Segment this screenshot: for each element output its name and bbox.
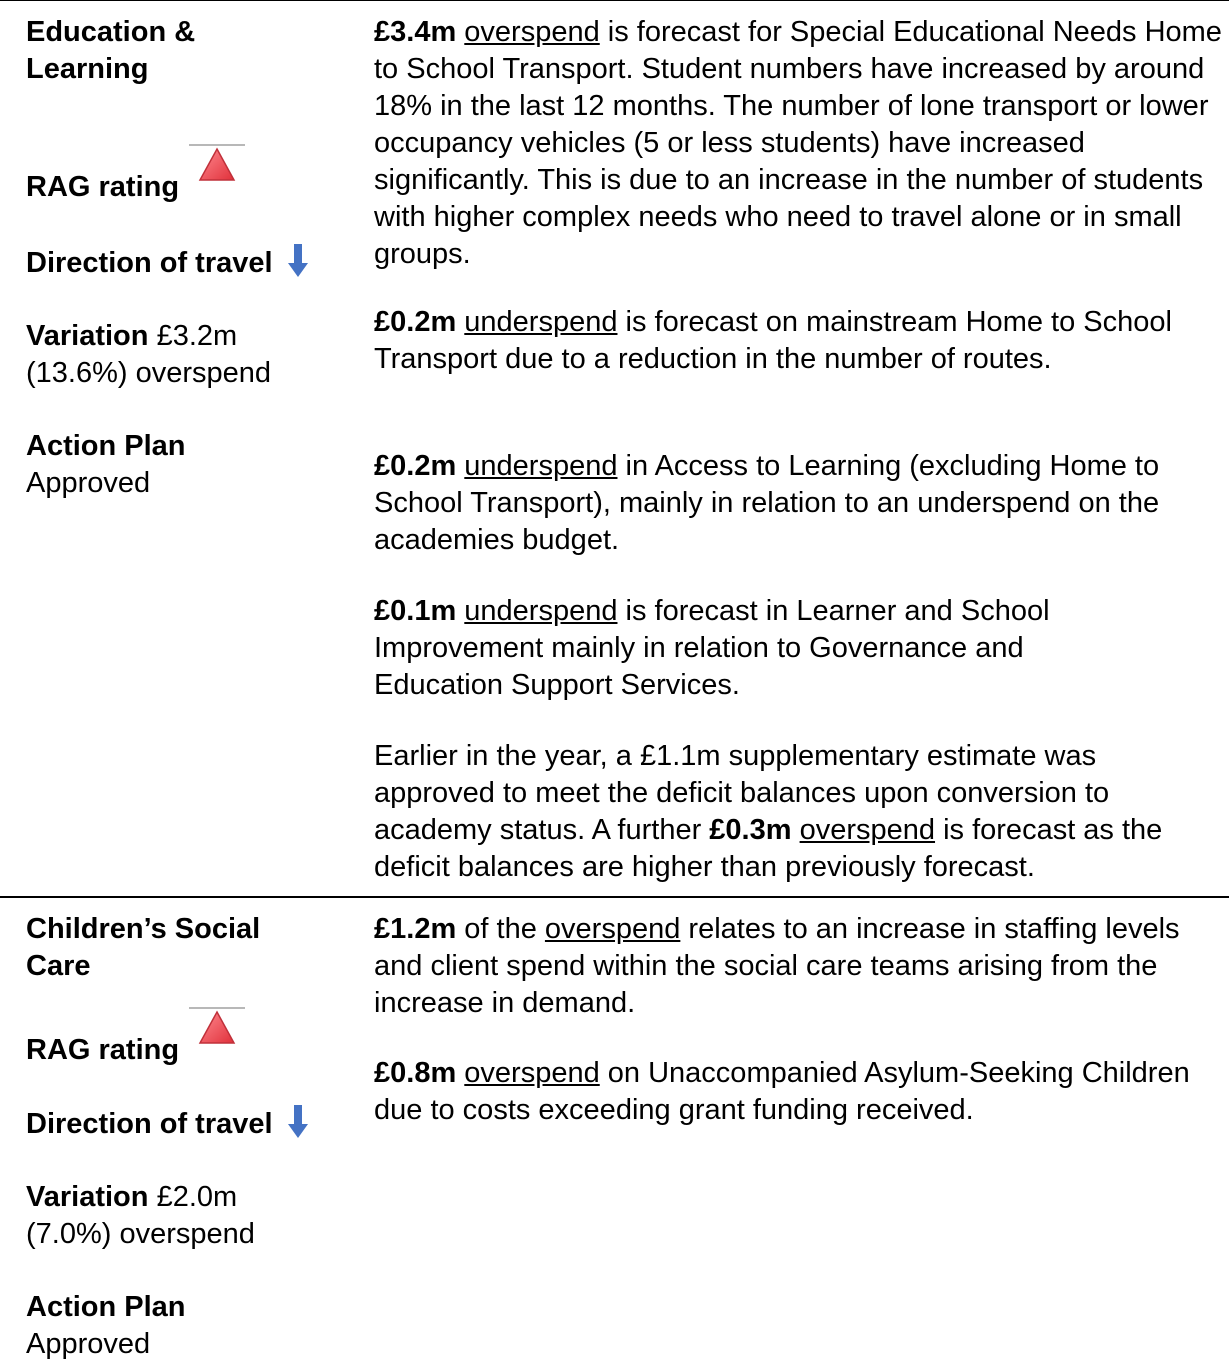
spend-kind: underspend [464,595,618,627]
section-row-education [0,14,1229,884]
amount: £0.3m [709,814,792,846]
section-title: Education & Learning [26,16,196,85]
amount: £0.1m [374,595,457,627]
down-arrow-icon [287,1105,309,1139]
detail-paragraph [374,593,1154,704]
rag-label: RAG rating [26,1034,180,1066]
spend-kind: overspend [544,913,681,945]
paragraph-text: is forecast on mainstream Home to School Transport due to a reduction in the number of routes. [374,306,1172,375]
amount: £0.2m [374,306,457,338]
amount: £1.2m [374,913,457,945]
rag-rating [26,1021,237,1069]
variation [26,318,271,355]
amount: £0.2m [374,450,457,482]
paragraph-text: in Access to Learning (excluding Home to School Transport), mainly in relation to an underspend on the academies budget. [374,450,1160,556]
variation-percent: (13.6%) overspend [26,357,272,389]
spend-kind: overspend [464,1057,600,1089]
action-plan-label: Action Plan [26,430,186,462]
action-plan-value: Approved [26,1328,151,1360]
red-triangle-icon [187,144,237,184]
variation-percent: (7.0%) overspend [26,1218,255,1250]
row-divider [0,896,1229,898]
action-plan-label: Action Plan [26,1291,186,1323]
section-title: Children’s Social Care [26,913,261,982]
red-triangle-icon [187,1007,237,1047]
spend-kind: underspend [464,306,618,338]
variation-label: Variation [26,320,149,352]
detail-paragraph [374,448,1224,559]
paragraph-text: of the [464,913,537,945]
paragraph-text: relates to an increase in staffing levels and client spend within the social care teams arising from the increase in demand. [374,913,1180,1019]
variation-label: Variation [26,1181,149,1213]
direction-of-travel [26,244,309,282]
paragraph-text: Earlier in the year, a £1.1m supplementary estimate was approved to meet the deficit balances upon conversion to academy status. A further [374,740,1110,846]
paragraph-text: is forecast for Special Educational Needs Home to School Transport. Student numbers have increased by around 18% in the last 12 months. The number of lone transport or lower occupancy vehicles (5 or less students) have increased significantly. This is due to an increase in the number of students with higher complex needs who need to travel alone or in small groups. [374,16,1222,270]
detail-paragraph [374,1055,1194,1129]
amount: £3.4m [374,16,457,48]
detail-paragraph [374,14,1224,273]
spend-kind: underspend [464,450,618,482]
direction-label: Direction of travel [26,1108,273,1140]
paragraph-text: is forecast in Learner and School Improvement mainly in relation to Governance and Education Support Services. [374,595,1050,701]
amount: £0.8m [374,1057,457,1089]
detail-paragraph [374,304,1194,378]
rag-label: RAG rating [26,171,180,203]
table-top-border [0,0,1229,1]
detail-paragraph [374,911,1224,1022]
direction-label: Direction of travel [26,247,273,279]
detail-paragraph [374,738,1204,886]
spend-kind: overspend [464,16,600,48]
action-plan-value: Approved [26,467,151,499]
spend-kind: overspend [799,814,936,846]
variation [26,1179,255,1216]
direction-of-travel [26,1105,309,1143]
variation-value: £2.0m [156,1181,238,1213]
section-row-childrens-social-care [0,911,1229,1360]
paragraph-text: on Unaccompanied Asylum-Seeking Children due to costs exceeding grant funding received. [374,1057,1190,1126]
rag-rating [26,158,237,206]
down-arrow-icon [287,244,309,278]
paragraph-text: is forecast as the deficit balances are higher than previously forecast. [374,814,1163,883]
variation-value: £3.2m [156,320,238,352]
